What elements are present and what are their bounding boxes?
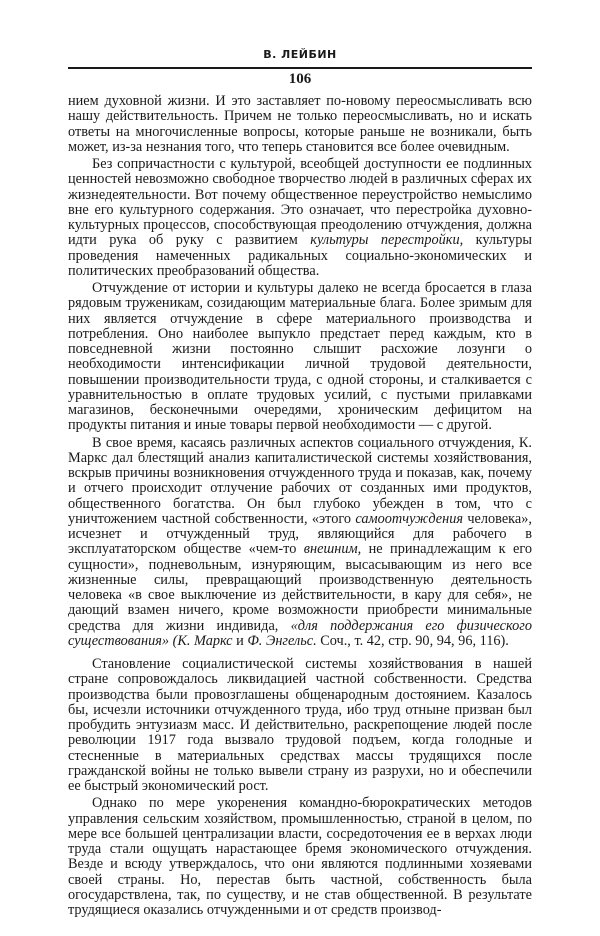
paragraph-bureaucratic-methods bbox=[68, 796, 532, 918]
text-run: Соч., т. 42, стр. 90, 94, 96, 116). bbox=[316, 632, 509, 649]
text-run: нием духовной жизни. И это заставляет по-новому переосмысливать всю нашу действительность. Причем не только переосмысливать, но и искать ответы на многочисленные вопросы, которые раньше не возникали, быть может, из-за незнания того, что теперь становится все более очевидным. bbox=[68, 93, 532, 155]
text-run: Отчуждение от истории и культуры далеко не всегда бросается в глаза рядовым труженикам, созидающим материальные блага. Более зримым для них является отчуждение в сфере материального производства и потребления. Оно наиболее выпукло предстает перед каждым, кто в повседневной жизни постоянно слышит расхожие лозунги о необходимости интенсификации личной трудовой деятельности, повышении производительности труда, с одной стороны, и сталкивается с уравнительностью в оплате трудовых усилий, с пустыми прилавками магазинов, бесконечными очередями, хроническим дефицитом на продукты питания и иные товары первой необходимости — с другой. bbox=[68, 280, 532, 434]
text-run: Без сопричастности с культурой, всеобщей доступности ее подлинных ценностей невозможно свободное творчество людей в различных сферах их жизнедеятельности. Вот почему общественное переустройство немыслимо вне его культурного содержания. Это означает, что перестройка духовно-культурных процессов, способствующая преодолению отчуждения, должна идти рука об руку с развитием bbox=[68, 156, 532, 249]
italic-phrase: самоотчуждения bbox=[355, 510, 463, 527]
italic-phrase: «для поддержания его физического существования» (К. Маркс bbox=[68, 617, 533, 649]
paragraph-continuation bbox=[68, 94, 532, 155]
text-run: В свое время, касаясь различных аспектов социального отчуждения, К. Маркс дал блестящий анализ капиталистической системы хозяйствования, вскрыв причины возникновения отчужденного труда и показав, как, почему и отчего происходит отлучение рабочих от созданных ими продуктов, общественного богатства. Он был глубоко убежден в том, что с уничтожением частной собственности, «этого bbox=[68, 434, 532, 527]
italic-phrase: культуры перестройки, bbox=[310, 232, 464, 249]
paragraph-socialist-system bbox=[68, 657, 532, 794]
running-head-author: В. ЛЕЙБИН bbox=[263, 48, 337, 61]
paragraph-culture-and-restructuring bbox=[68, 157, 532, 279]
header-rule bbox=[68, 67, 532, 69]
text-run: Однако по мере укоренения командно-бюрократических методов управления сельским хозяйством, промышленностью, страной в целом, по мере все большей централизации власти, сосредоточения ее в верхах люди труда стали ощущать нарастающее бремя экономического отчуждения. Везде и всюду утверждалось, что они являются подлинными хозяевами своей страны. Но, перестав быть частной, собственность была огосударствлена, так, по существу, и не став общественной. В результате трудящиеся оказались отчужденными и от средств производ- bbox=[68, 795, 532, 918]
text-run: человека», исчезнет и отчужденный труд, являющийся для рабочего в эксплуататорском обществе «чем-то bbox=[68, 510, 532, 558]
italic-phrase: Ф. Энгельс. bbox=[247, 632, 317, 649]
italic-phrase: внешним, bbox=[303, 541, 362, 558]
text-run: не принадлежащим к его сущности», подневольным, изнуряющим, высасывающим из него все жизненные силы, превращающий производственную деятельность человека «в свое выключение из действительности, в кару для себя», не дающий взамен ничего, кроме возможности приобрести минимальные средства для жизни индивида, bbox=[68, 541, 533, 634]
text-run: Становление социалистической системы хозяйствования в нашей стране сопровождалось ликвидацией частной собственности. Средства производства были провозглашены общенародным достоянием. Казалось бы, исчезли источники отчужденного труда, ибо труд отныне призван был пробудить энтузиазм масс. И действительно, раскрепощение людей после революции 1917 года вызвало трудовой подъем, когда голодные и стесненные в материальных средствах массы трудящихся после гражданской войны не только вывели страну из разрухи, но и обеспечили ее быстрый экономический рост. bbox=[68, 656, 532, 794]
text-run: и bbox=[232, 632, 248, 649]
body-text bbox=[68, 94, 532, 920]
paragraph-marx-alienated-labor bbox=[68, 436, 532, 650]
paragraph-alienation-in-production bbox=[68, 281, 532, 434]
text-run: культуры проведения намеченных радикальных социально-экономических и политических преобразований общества. bbox=[68, 232, 532, 279]
page-number: 106 bbox=[288, 71, 312, 87]
